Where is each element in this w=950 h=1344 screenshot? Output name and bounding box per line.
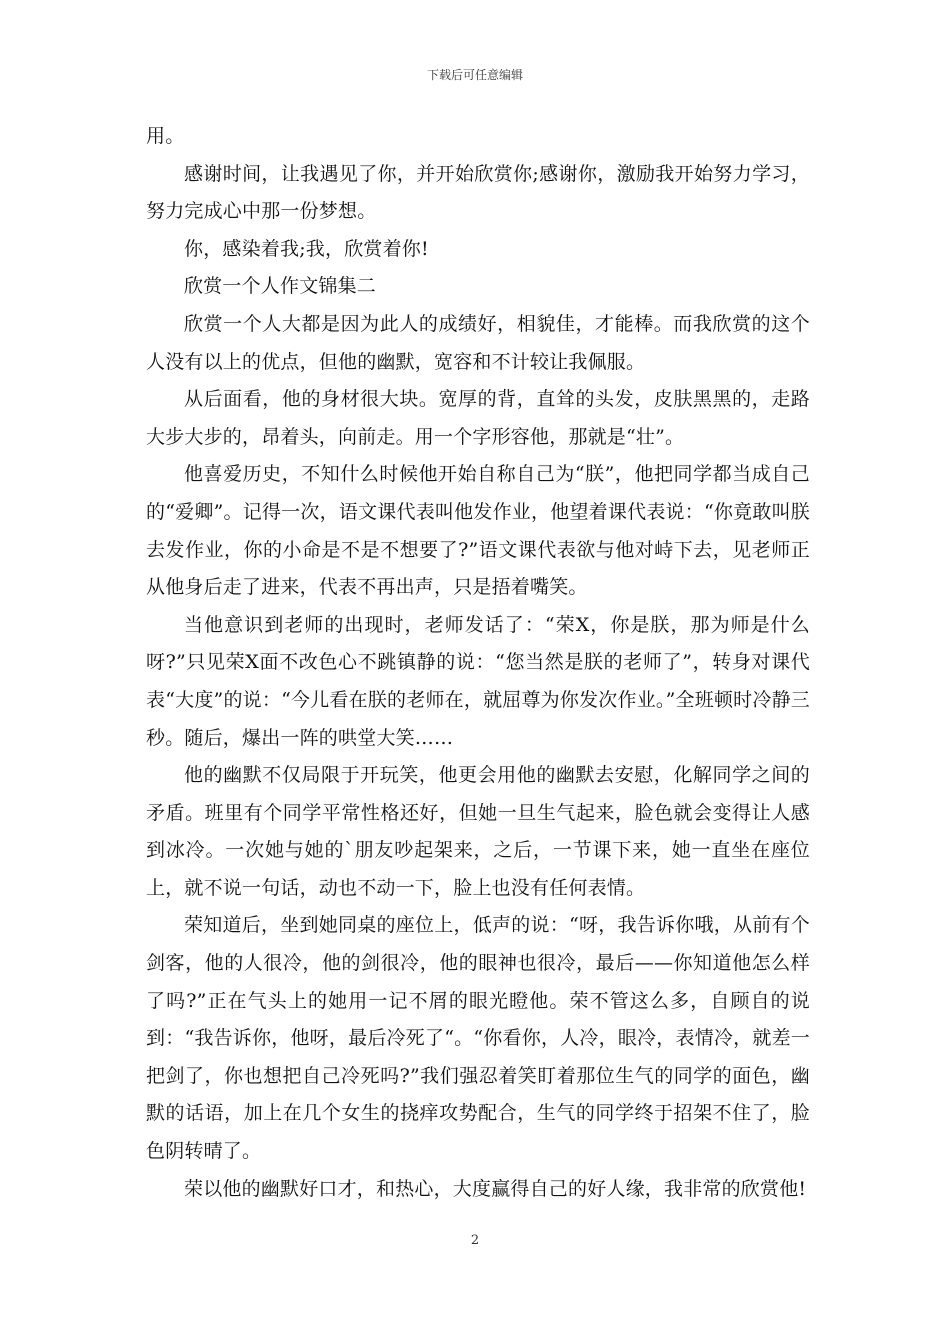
paragraph: 欣赏一个人大都是因为此人的成绩好，相貌佳，才能棒。而我欣赏的这个人没有以上的优点，但他的幽默，宽容和不计较让我佩服。 xyxy=(146,312,810,373)
paragraph-continuation: 用。 xyxy=(146,125,185,147)
paragraph: 荣以他的幽默好口才，和热心，大度赢得自己的好人缘，我非常的欣赏他! xyxy=(184,1177,807,1200)
paragraph: 他喜爱历史，不知什么时候他开始自称自己为“朕”，他把同学都当成自己的“爱卿”。记得一次，语文课代表叫他发作业，他望着课代表说：“你竟敢叫朕去发作业，你的小命是不是不想要了?”语文课代表欲与他对峙下去，见老师正从他身后走了进来，代表不再出声，只是捂着嘴笑。 xyxy=(146,463,810,599)
paragraph: 他的幽默不仅局限于开玩笑，他更会用他的幽默去安慰，化解同学之间的矛盾。班里有个同学平常性格还好，但她一旦生气起来，脸色就会变得让人感到冰冷。一次她与她的`朋友吵起架来，之后，一节课下来，她一直坐在座位上，就不说一句话，动也不动一下，脸上也没有任何表情。 xyxy=(146,764,810,899)
paragraph: 从后面看，他的身材很大块。宽厚的背，直耸的头发，皮肤黑黑的，走路大步大步的，昂着头，向前走。用一个字形容他，那就是“壮”。 xyxy=(146,388,810,448)
paragraph: 当他意识到老师的出现时，老师发话了：“荣X，你是朕，那为师是什么呀?”只见荣X面不改色心不跳镇静的说：“您当然是朕的老师了”，转身对课代表“大度”的说：“今儿看在朕的老师在，就屈尊为你发次作业。”全班顿时冷静三秒。随后，爆出一阵的哄堂大笑…… xyxy=(146,613,810,749)
page-number: 2 xyxy=(470,1233,480,1248)
document-body xyxy=(146,118,810,1208)
paragraph: 感谢时间，让我遇见了你，并开始欣赏你;感谢你，激励我开始努力学习，努力完成心中那一份梦想。 xyxy=(146,162,810,223)
paragraph: 荣知道后，坐到她同桌的座位上，低声的说：“呀，我告诉你哦，从前有个剑客，他的人很冷，他的剑很冷，他的眼神也很冷，最后——你知道他怎么样了吗?”正在气头上的她用一记不屑的眼光瞪他。荣不管这么多，自顾自的说到：“我告诉你，他呀，最后冷死了“。“你看你，人冷，眼冷，表情冷，就差一把剑了，你也想把自己冷死吗?”我们强忍着笑盯着那位生气的同学的面色，幽默的话语，加上在几个女生的挠痒攻势配合，生气的同学终于招架不住了，脸色阴转晴了。 xyxy=(146,914,810,1163)
section-title: 欣赏一个人作文锦集二 xyxy=(184,275,377,298)
page-header: 下载后可任意编辑 xyxy=(426,68,523,82)
paragraph: 你，感染着我;我，欣赏着你! xyxy=(184,237,429,260)
